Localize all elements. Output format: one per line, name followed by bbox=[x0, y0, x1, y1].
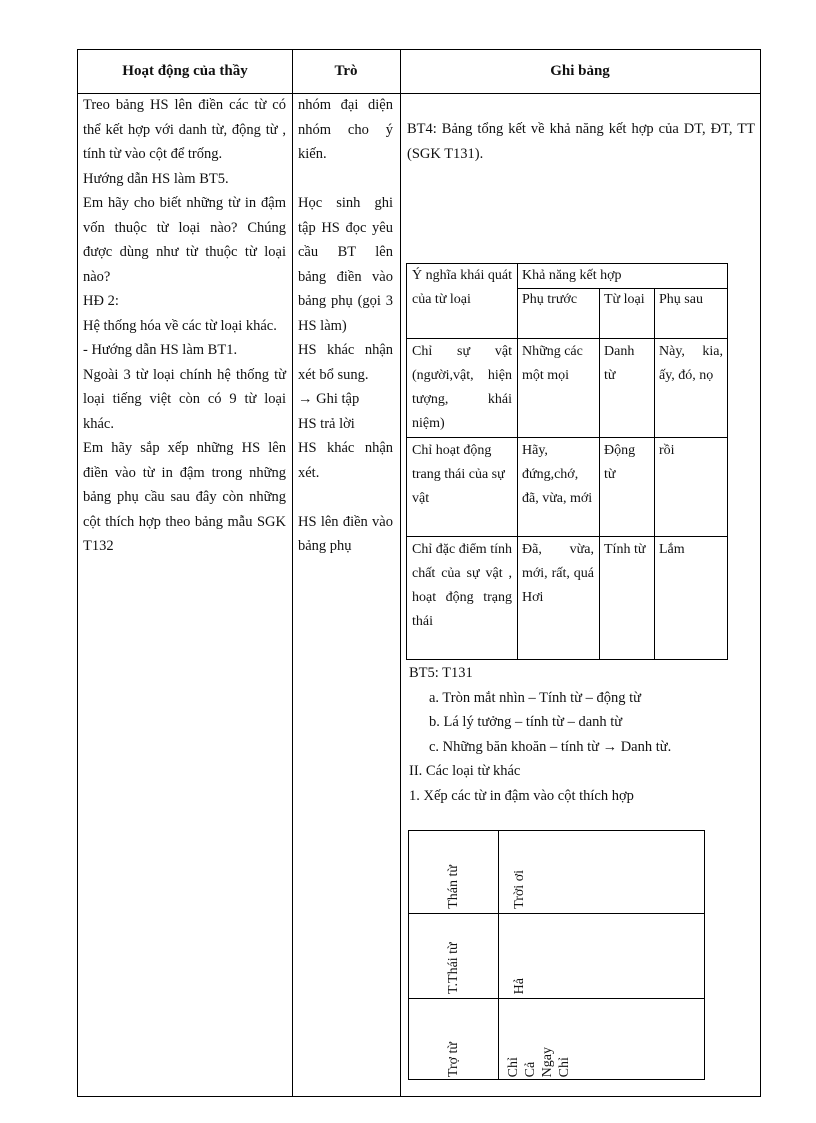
student-line: → Ghi tập bbox=[298, 391, 360, 407]
word-label: Chỉ bbox=[506, 1056, 521, 1077]
teacher-activities bbox=[83, 93, 286, 559]
category-label: Thán từ bbox=[446, 865, 461, 909]
header-board: Ghi bảng bbox=[550, 63, 610, 79]
word-classification-table bbox=[408, 830, 705, 1080]
after-header: Phụ sau bbox=[659, 292, 703, 307]
teacher-line: Em hãy sắp xếp những HS lên điền vào từ in đậm trong những bảng phụ cầu sau đây còn những cột thích hợp theo bảng mẫu SGK T132 bbox=[83, 440, 286, 554]
category-cell bbox=[409, 999, 498, 1077]
row-after: Này, kia, ấy, đó, nọ bbox=[659, 344, 723, 383]
row-meaning: Chỉ đặc điểm tính chất của sự vật , hoạt động trạng thái bbox=[412, 542, 512, 629]
bt5-item: c. Những băn khoăn – tính từ → Danh từ. bbox=[429, 738, 672, 755]
grid-line bbox=[407, 437, 727, 438]
bt5-title: BT5: T131 bbox=[409, 665, 473, 681]
row-type: Tính từ bbox=[604, 542, 646, 557]
bt4-title: BT4: Bảng tổng kết về khả năng kết hợp của DT, ĐT, TT (SGK T131). bbox=[407, 121, 755, 162]
meaning-header: Ý nghĩa khái quát của từ loại bbox=[412, 268, 512, 307]
word-label: Chỉ bbox=[557, 1056, 572, 1077]
ability-header: Khả năng kết hợp bbox=[522, 268, 622, 283]
row-meaning: Chỉ sự vật (người,vật, hiện tượng, khái niệm) bbox=[412, 344, 512, 431]
teacher-line: Hướng dẫn HS làm BT5. bbox=[83, 170, 229, 187]
row-after: Lắm bbox=[659, 542, 685, 557]
teacher-line: Em hãy cho biết những từ in đậm vốn thuộc từ loại nào? Chúng được dùng như từ thuộc từ loại nào? bbox=[83, 195, 286, 285]
word-label: Hả bbox=[511, 977, 527, 994]
teacher-line: HĐ 2: bbox=[83, 293, 119, 309]
category-cell bbox=[409, 831, 498, 909]
student-line: nhóm đại diện nhóm cho ý kiến. bbox=[298, 97, 393, 162]
column-divider bbox=[292, 50, 293, 1096]
summary-table bbox=[406, 263, 728, 660]
student-line: HS lên điền vào bảng phụ bbox=[298, 513, 393, 554]
words-cell bbox=[499, 831, 539, 909]
row-type: Động từ bbox=[604, 443, 636, 482]
word-label: Ngay bbox=[540, 1046, 555, 1077]
row-before: Đã, vừa, mới, rất, quá Hơi bbox=[522, 542, 594, 605]
row-meaning: Chỉ hoạt động trang thái của sự vật bbox=[412, 443, 505, 506]
bt5-item: a. Tròn mắt nhìn – Tính từ – động từ bbox=[429, 689, 642, 706]
row-before: Những các một mọi bbox=[522, 344, 583, 383]
teacher-line: - Hướng dẫn HS làm BT1. bbox=[83, 342, 238, 358]
grid-line bbox=[407, 338, 727, 339]
words-cell bbox=[505, 999, 595, 1077]
wordtype-header: Từ loại bbox=[604, 292, 645, 307]
before-header: Phụ trước bbox=[522, 292, 578, 307]
grid-line bbox=[407, 536, 727, 537]
section2-item: 1. Xếp các từ in đậm vào cột thích hợp bbox=[409, 787, 634, 804]
word-label: Trời ơi bbox=[511, 870, 527, 909]
bt5-section bbox=[409, 661, 671, 808]
student-activities bbox=[298, 93, 393, 559]
section2-title: II. Các loại từ khác bbox=[409, 763, 521, 779]
student-line: HS trả lời bbox=[298, 415, 355, 432]
header-teacher: Hoạt động của thầy bbox=[122, 63, 248, 79]
row-before: Hãy, đứng,chớ, đã, vừa, mới bbox=[522, 443, 593, 506]
student-line: HS khác nhận xét. bbox=[298, 440, 393, 481]
header-student: Trò bbox=[334, 63, 358, 79]
teacher-line: Ngoài 3 từ loại chính hệ thống từ loại tiếng việt còn có 9 từ loại khác. bbox=[83, 366, 286, 432]
teacher-line: Hệ thống hóa về các từ loại khác. bbox=[83, 317, 277, 334]
teacher-line: Treo bảng HS lên điền các từ có thể kết hợp với danh từ, động từ , tính từ vào cột để trống. bbox=[83, 97, 286, 162]
bt5-item: b. Lá lý tưởng – tính từ – danh từ bbox=[429, 714, 623, 730]
spacer bbox=[298, 485, 393, 510]
category-cell bbox=[409, 914, 498, 994]
student-line: HS khác nhận xét bổ sung. bbox=[298, 342, 393, 383]
column-divider bbox=[400, 50, 401, 1096]
word-label: Cả bbox=[523, 1061, 538, 1077]
words-cell bbox=[499, 914, 539, 994]
category-label: T.Thái từ bbox=[446, 942, 461, 994]
category-label: Trợ từ bbox=[446, 1041, 461, 1077]
student-line: Học sinh ghi tập HS đọc yêu cầu BT lên bảng điền vào bảng phụ (gọi 3 HS làm) bbox=[298, 195, 393, 334]
spacer bbox=[298, 167, 393, 192]
row-after: rồi bbox=[659, 443, 675, 458]
row-type: Danh từ bbox=[604, 344, 635, 383]
